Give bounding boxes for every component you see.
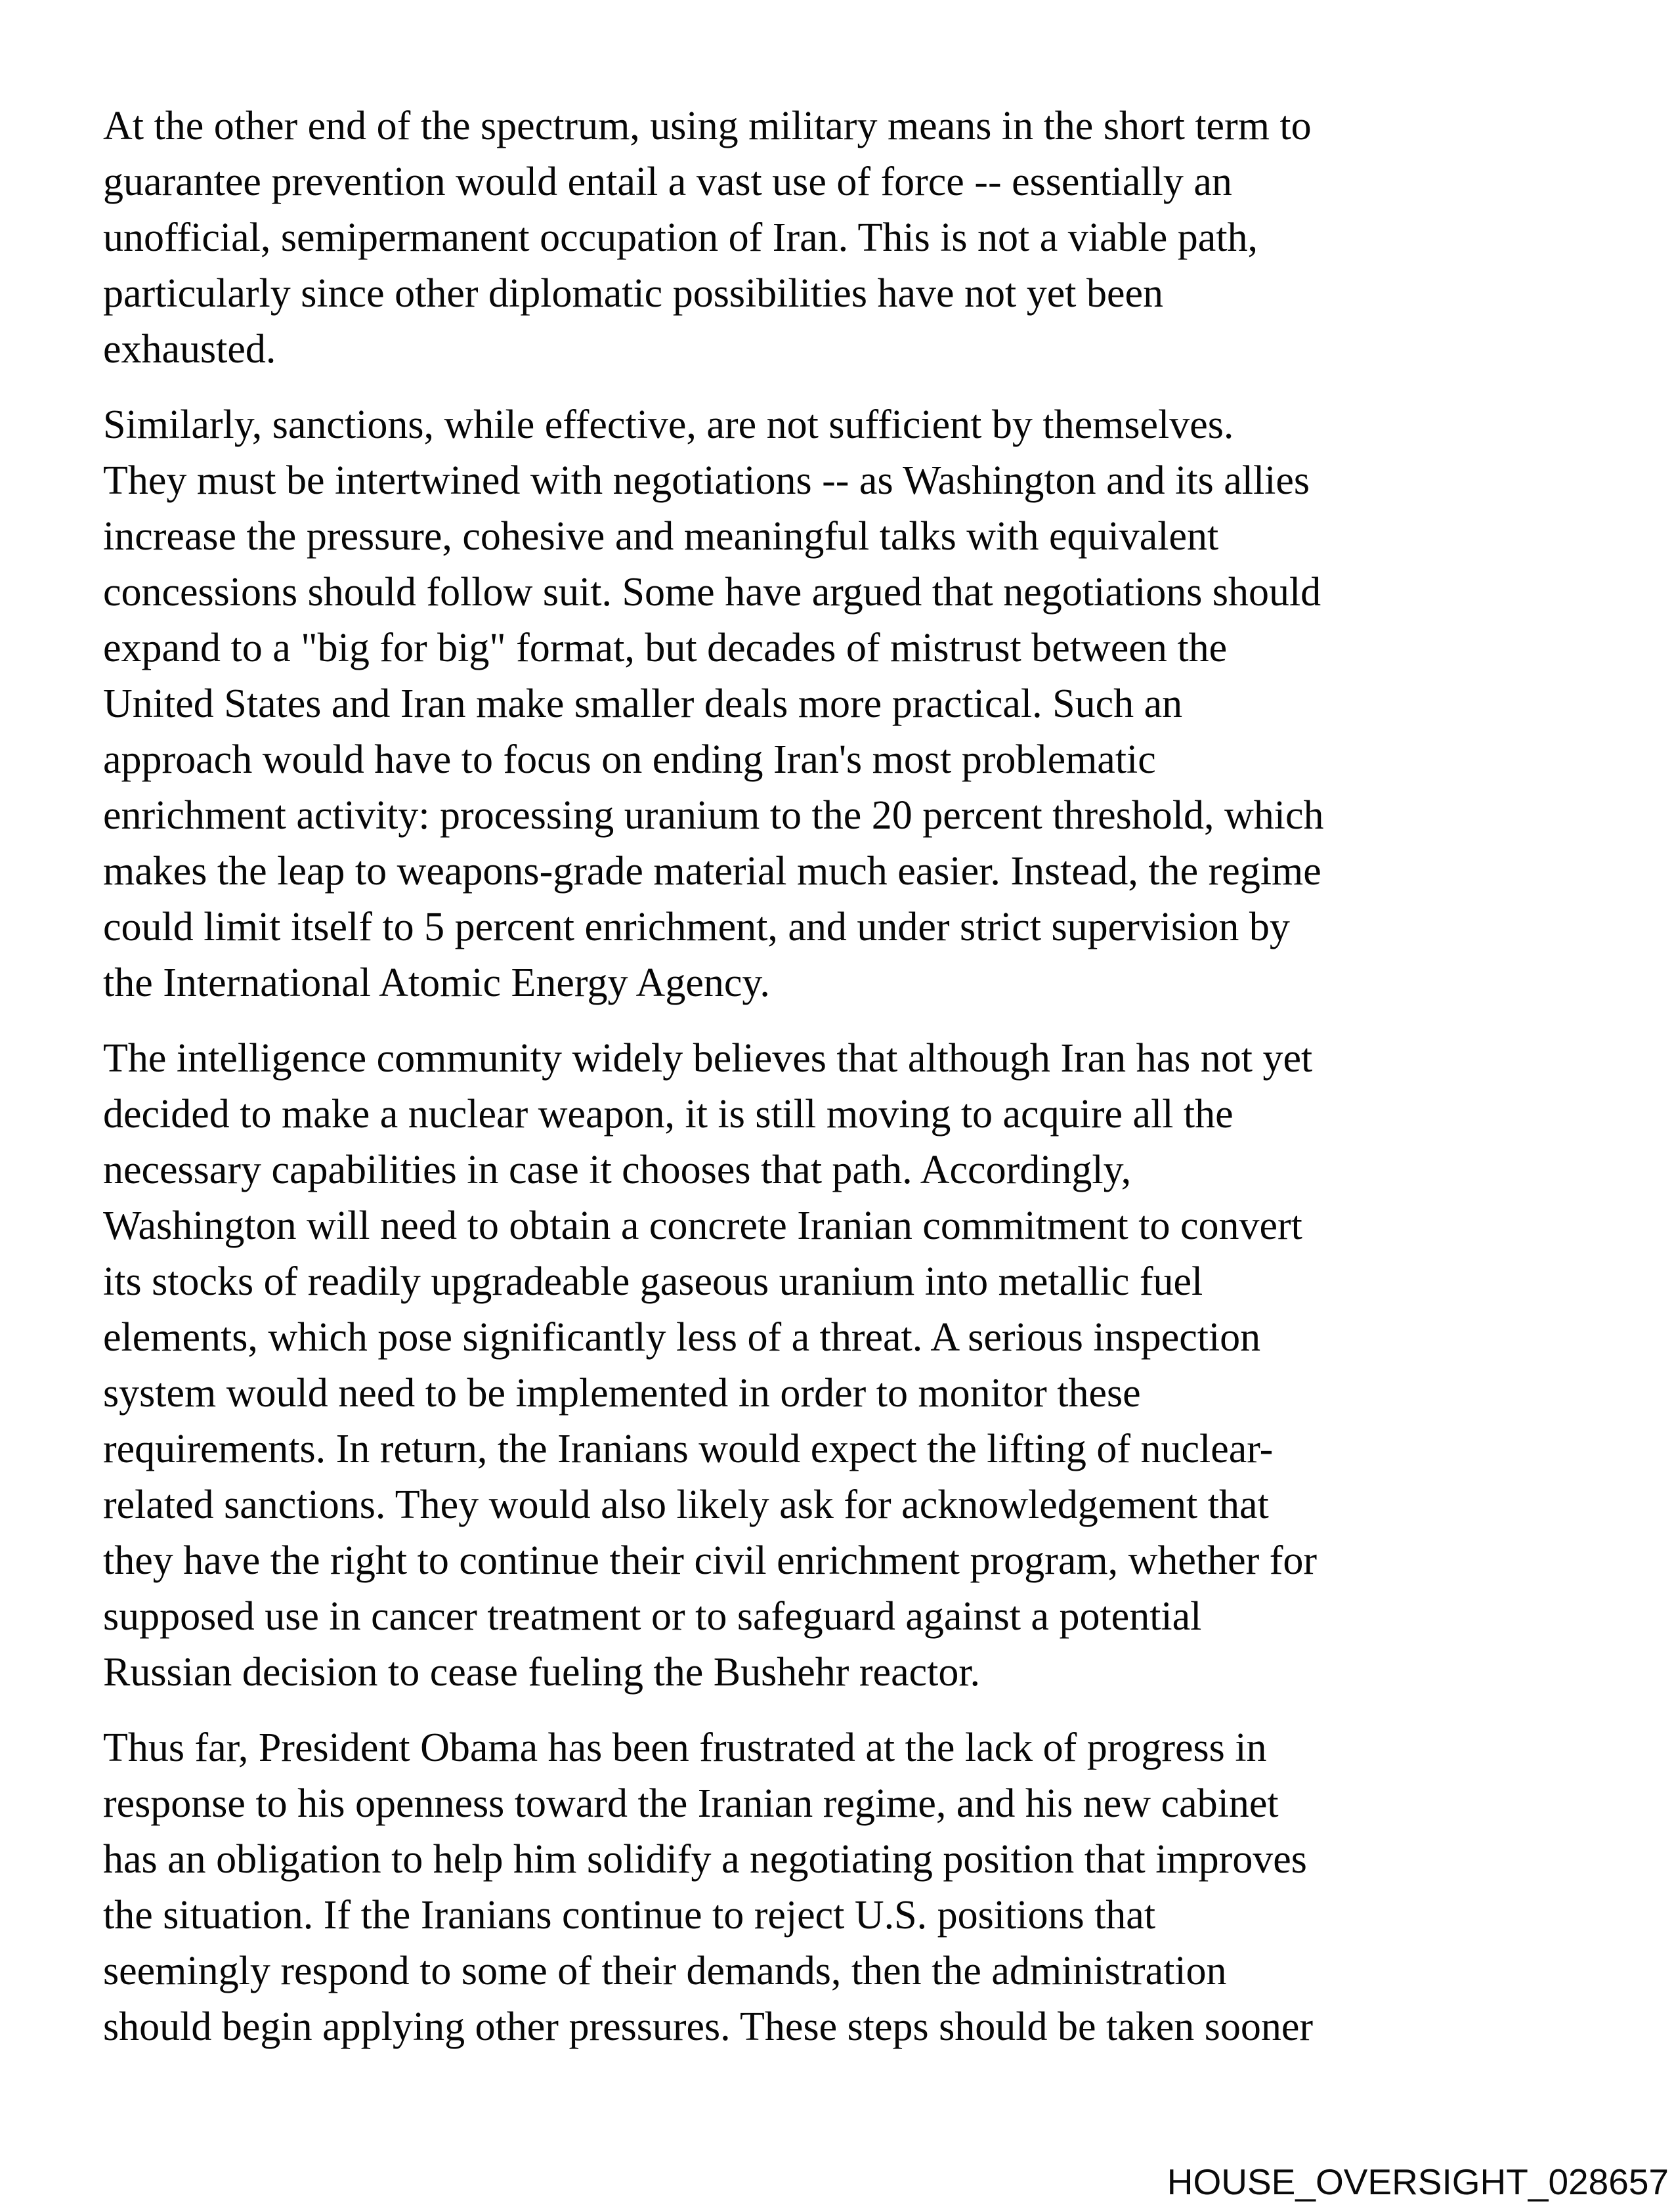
paragraph [103, 1031, 1633, 1701]
text-line: related sanctions. They would also likely ask for acknowledgement that [103, 1483, 1269, 1527]
text-line: Thus far, President Obama has been frustrated at the lack of progress in [103, 1725, 1267, 1770]
text-line: Similarly, sanctions, while effective, are not sufficient by themselves. [103, 402, 1234, 447]
text-line: the International Atomic Energy Agency. [103, 961, 770, 1005]
text-line: approach would have to focus on ending Iran's most problematic [103, 737, 1156, 782]
text-line: United States and Iran make smaller deals more practical. Such an [103, 682, 1183, 726]
text-line: increase the pressure, cohesive and meaningful talks with equivalent [103, 514, 1219, 559]
text-line: seemingly respond to some of their demands, then the administration [103, 1949, 1227, 1993]
text-line: Russian decision to cease fueling the Bushehr reactor. [103, 1650, 981, 1695]
text-line: necessary capabilities in case it chooses that path. Accordingly, [103, 1148, 1132, 1192]
paragraph [103, 1720, 1633, 2055]
text-line: its stocks of readily upgradeable gaseous uranium into metallic fuel [103, 1259, 1203, 1304]
text-line: supposed use in cancer treatment or to safeguard against a potential [103, 1594, 1202, 1639]
text-line: the situation. If the Iranians continue to reject U.S. positions that [103, 1893, 1156, 1938]
text-line: unofficial, semipermanent occupation of Iran. This is not a viable path, [103, 215, 1258, 260]
paragraph [103, 397, 1633, 1011]
text-line: guarantee prevention would entail a vast use of force -- essentially an [103, 160, 1232, 204]
text-line: decided to make a nuclear weapon, it is still moving to acquire all the [103, 1092, 1234, 1137]
text-line: At the other end of the spectrum, using military means in the short term to [103, 104, 1312, 148]
text-line: enrichment activity: processing uranium to the 20 percent threshold, which [103, 793, 1324, 838]
text-line: The intelligence community widely believes that although Iran has not yet [103, 1036, 1313, 1081]
text-line: They must be intertwined with negotiations -- as Washington and its allies [103, 458, 1310, 503]
text-line: makes the leap to weapons-grade material much easier. Instead, the regime [103, 849, 1321, 894]
text-line: exhausted. [103, 327, 276, 372]
paragraph [103, 98, 1633, 378]
text-line: particularly since other diplomatic possibilities have not yet been [103, 271, 1163, 316]
text-line: system would need to be implemented in order to monitor these [103, 1371, 1141, 1416]
text-line: has an obligation to help him solidify a negotiating position that improves [103, 1837, 1307, 1882]
text-line: elements, which pose significantly less of a threat. A serious inspection [103, 1315, 1261, 1360]
text-line: they have the right to continue their civil enrichment program, whether for [103, 1538, 1318, 1583]
text-line: should begin applying other pressures. These steps should be taken sooner [103, 2005, 1314, 2049]
text-line: expand to a "big for big" format, but decades of mistrust between the [103, 626, 1228, 670]
text-line: concessions should follow suit. Some have argued that negotiations should [103, 570, 1321, 615]
text-line: response to his openness toward the Iranian regime, and his new cabinet [103, 1781, 1279, 1826]
text-line: could limit itself to 5 percent enrichment, and under strict supervision by [103, 905, 1290, 949]
document-text [103, 98, 1633, 2075]
text-line: requirements. In return, the Iranians would expect the lifting of nuclear- [103, 1427, 1274, 1471]
text-line: Washington will need to obtain a concrete Iranian commitment to convert [103, 1204, 1302, 1248]
bates-number: HOUSE_OVERSIGHT_028657 [1167, 2161, 1669, 2202]
